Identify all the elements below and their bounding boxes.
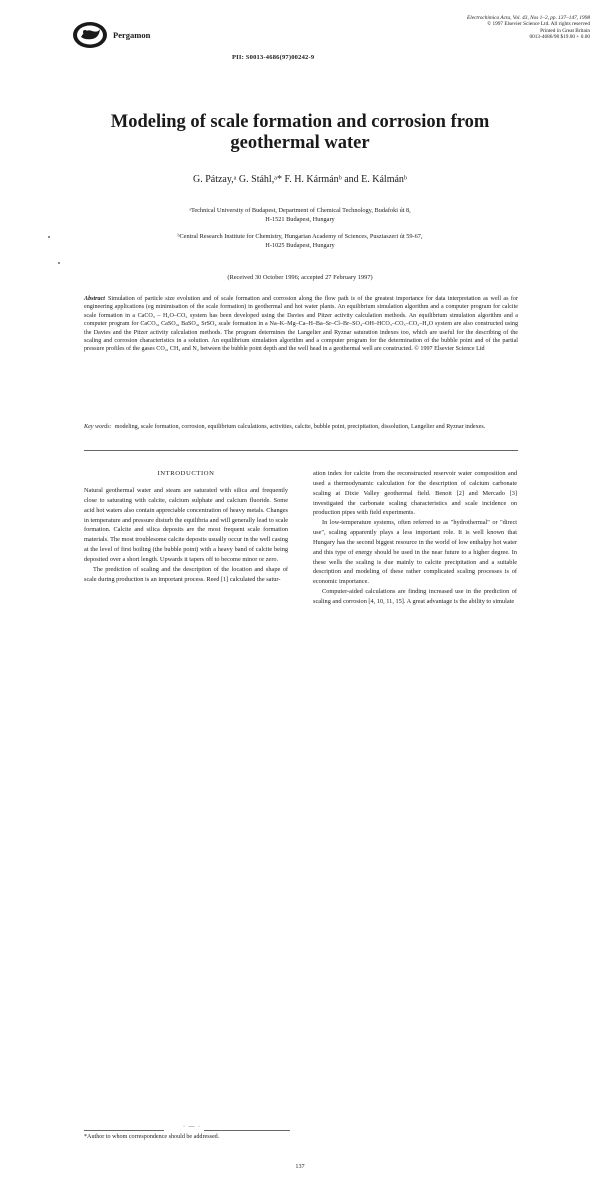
affiliation-b-line-1: ᵇCentral Research Institute for Chemistry, Hungarian Academy of Sciences, Pusztaszeri út 59-67, [177, 233, 423, 240]
printed-in-line: Printed in Great Britain [540, 27, 590, 34]
keywords-label: Key words: [84, 424, 112, 430]
keywords-text: modeling, scale formation, corrosion, equilibrium calculations, activities, calcite, bubble point, precipitation, dissolution, Langelier and Ryznar indexes. [114, 424, 486, 430]
introduction-heading: INTRODUCTION [157, 470, 215, 477]
journal-reference [390, 15, 590, 40]
keywords [84, 423, 518, 431]
footnote-rule [204, 1130, 290, 1131]
corresponding-author-footnote: *Author to whom correspondence should be addressed. [84, 1134, 220, 1140]
paragraph: The prediction of scaling and the description of the location and shape of scale during production is an important process. Reed [1] calculated the satur- [84, 565, 288, 583]
publisher-name: Pergamon [113, 30, 151, 40]
abstract [84, 295, 518, 354]
affiliation-a-line-1: ᵃTechnical University of Budapest, Department of Chemical Technology, Budafoki út 8, [189, 207, 411, 214]
left-column [84, 486, 288, 584]
article-title [40, 112, 560, 154]
pii-identifier: PII: S0013-4686(97)00242-9 [232, 54, 315, 61]
right-column [313, 469, 517, 607]
affiliation-b [60, 232, 540, 250]
abstract-label: Abstract [84, 296, 105, 302]
page-number: 137 [295, 1163, 305, 1170]
paragraph: Natural geothermal water and steam are saturated with silica and frequently close to saturating with calcite, calcium sulphate and calcium fluoride. Some acid hot waters also contain appreciable concentration of heavy metals. Changes in temperature and pressure disturb the equilibria and will generally lead to scale formation. Calcite and silica deposits are the most frequent scale formation materials. The most troublesome calcite deposits usually occur in the well casing at the level of first boiling (the bubble point) with a heavy band of calcite being deposited over a short length. Upwards it tapers off to become minor or zero. [84, 487, 288, 563]
copyright-line: © 1997 Elsevier Science Ltd. All rights reserved [487, 21, 590, 28]
received-dates: (Received 30 October 1996; accepted 27 February 1997) [227, 274, 373, 281]
title-line-2: geothermal water [230, 133, 370, 153]
issn-price-line: 0013-4686/98 $19.00 + 0.00 [529, 33, 590, 40]
paragraph: ation index for calcite from the reconstructed reservoir water composition and used a thermodynamic calculation for the description of calcium carbonate scaling at Dixie Valley geothermal field. Benoit [2] and Mercado [3] investigated the carbonate scaling characteristics and scale incidence on production pipes with field experiments. [313, 470, 517, 517]
affiliation-a [60, 206, 540, 224]
author-list: G. Pátzay,ᵃ G. Stáhl,ᵃ* F. H. Kármánᵇ and E. Kálmánᵇ [192, 174, 408, 185]
pergamon-logo [70, 20, 110, 50]
title-line-1: Modeling of scale formation and corrosion from [110, 112, 490, 132]
scan-speck [48, 236, 50, 238]
affiliation-a-line-2: H-1521 Budapest, Hungary [265, 216, 335, 223]
paragraph: Computer-aided calculations are finding increased use in the prediction of scaling and corrosion [4, 10, 11, 15]. A great advantage is the ability to simulate [313, 588, 517, 605]
abstract-text: Simulation of particle size evolution and of scale formation and corrosion along the flow path is of the greatest importance for data interpretation as well as for engineering applications (eg minimisation of the scale formation) in geothermal and hot water plants. An equilibrium simulation algorithm and a computer program for calcite scale formation in a CaCO₃ – H₂O–CO₂ system has been developed using the Davies and Pitzer activity calculation methods. An equilibrium simulation algorithm and a computer program for CaCO₃, CaSO₄, BaSO₄, SrSO₄ scale formation in a Na–K–Mg–Ca–H–Ba–Sr–Cl–Br–SO₄–OH–HCO₃–CO₃–CO₂–H₂O system are also constructed using the Davies and the Pitzer activity calculation methods. The program determines the Langelier and Ryznar saturation indexes too, which are useful for the describing of the scaling and corrosion characteristics in a solution. An equilibrium simulation algorithm and a computer program for the determination of the bubble point and of the partial pressure profiles of the gases CO₂, CH₄ and N₂ between the bubble point depth and the well head in a geothermal well are constructed. © 1997 Elsevier Science Ltd [84, 296, 518, 353]
affiliation-b-line-2: H-1025 Budapest, Hungary [265, 242, 335, 249]
journal-citation: Electrochimica Acta, Vol. 43, Nos 1–2, pp. 137–147, 1998 [467, 15, 590, 21]
footnote-dash: · — · [183, 1124, 201, 1130]
paragraph: In low-temperature systems, often referred to as "hydrothermal" or "direct use", scaling apparently plays a less important role. It is well known that Hungary has the second biggest resource in the world of low enthalpy hot water and this type of energy should be used in the near future to a higher degree. In these wells the scaling is due mainly to calcite precipitation and a suitable description and modeling of these rather complicated scaling processes is of economic importance. [313, 519, 517, 586]
footnote-rule [84, 1130, 164, 1131]
scan-speck [58, 262, 60, 264]
section-divider [84, 450, 518, 451]
